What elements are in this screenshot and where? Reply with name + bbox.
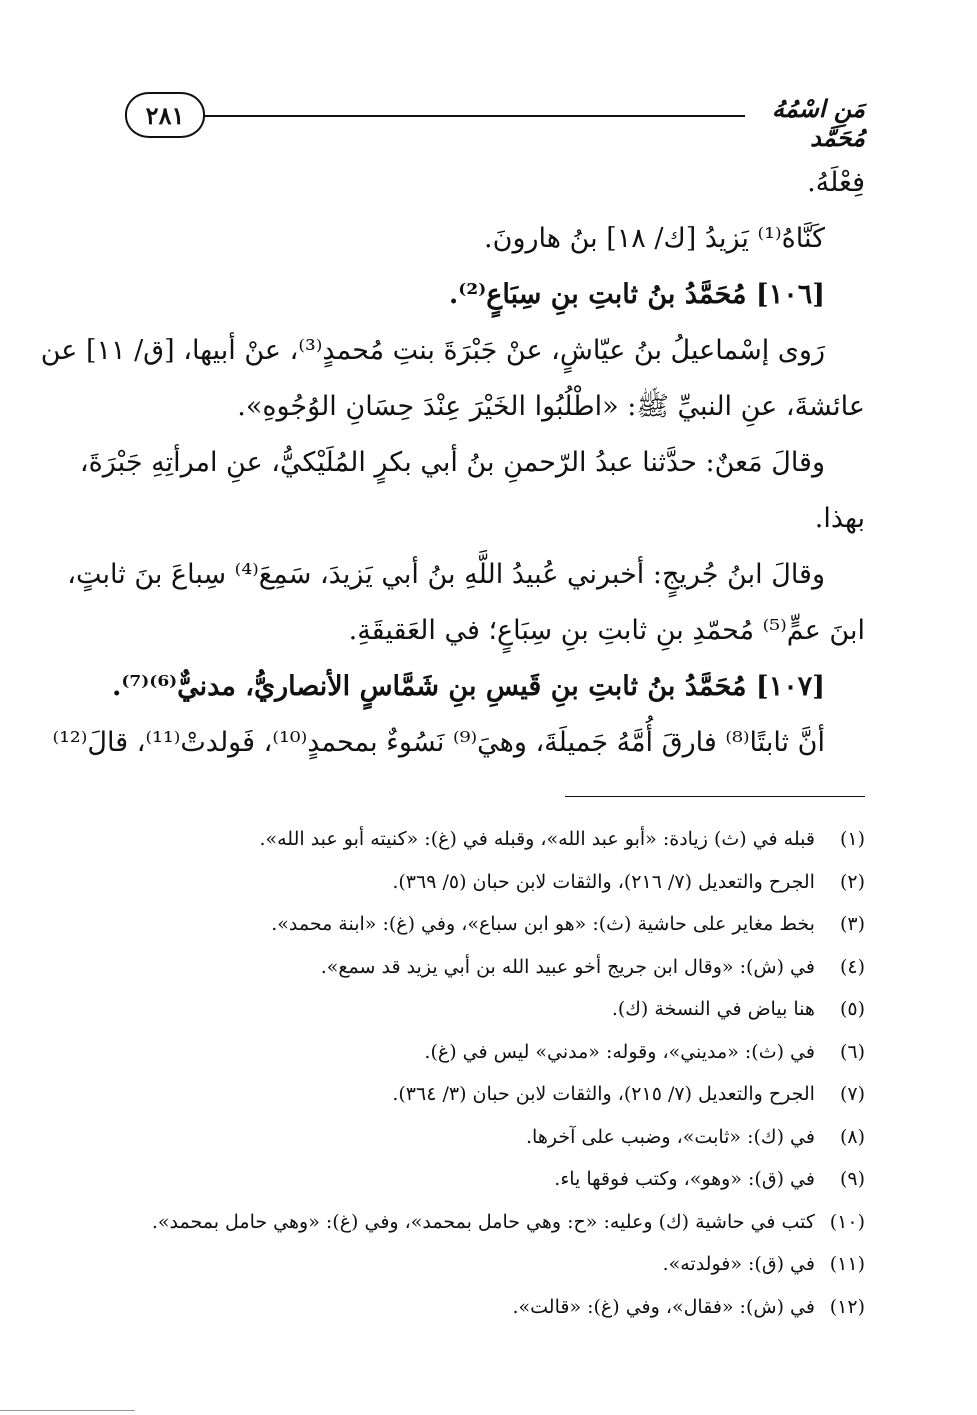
text-line: عائشةَ، عنِ النبيِّ ﷺ: «اطْلُبُوا الخَيْرَ عِنْدَ حِسَانِ الوُجُوهِ». [237, 391, 865, 422]
main-text [40, 155, 865, 771]
footnote-text: بخط مغاير على حاشية (ث): «هو ابن سباع»، وفي (غ): «ابنة محمد». [271, 913, 815, 935]
footnote-text: في (ث): «مديني»، وقوله: «مدني» ليس في (غ). [424, 1040, 815, 1063]
entry-heading-106: [١٠٦] مُحَمَّدُ بنُ ثابتِ بنِ سِبَاعٍ⁽²⁾. [448, 279, 825, 310]
footnote-separator [565, 796, 865, 797]
text-line: وقالَ مَعنٌ: حدَّثنا عبدُ الرّحمنِ بنُ أبي بكرٍ المُلَيْكيُّ، عنِ امرأتِهِ جَبْرَةَ، [79, 447, 825, 478]
footnote-text: في (ق): «فولدته». [662, 1253, 815, 1275]
entry-heading-107: [١٠٧] مُحَمَّدُ بنُ ثابتِ بنِ قَيسِ بنِ شَمَّاسٍ الأنصاريُّ، مدنيٌّ⁽⁶⁾⁽⁷⁾. [111, 671, 825, 702]
running-title: مَنِ اسْمُهُ مُحَمَّد [772, 94, 865, 152]
footnote-text: في (ش): «وقال ابن جريج أخو عبيد الله بن أبي يزيد قد سمع». [320, 955, 815, 978]
footnote [125, 1116, 865, 1159]
text-line: وقالَ ابنُ جُريجٍ: أخبرني عُبيدُ اللَّهِ بنُ أبي يَزيدَ، سَمِعَ⁽⁴⁾ سِباعَ بنَ ثابتٍ، [67, 559, 825, 590]
footnote-number: (٩) [839, 1168, 865, 1190]
footnote-number: (٥) [839, 998, 865, 1020]
text-line: بهذا. [814, 503, 865, 534]
footnotes [125, 818, 865, 1328]
footnote-number: (٢) [839, 870, 865, 893]
footnote-text: في (ق): «وهو»، وكتب فوقها ياء. [554, 1168, 815, 1190]
footnote [125, 1158, 865, 1201]
footnote [125, 1073, 865, 1116]
footnote-text: كتب في حاشية (ك) وعليه: «ح: وهي حامل بمحمد»، وفي (غ): «وهي حامل بمحمد». [151, 1210, 815, 1233]
footnote [125, 1031, 865, 1074]
footnote [125, 903, 865, 946]
text-line: كَنَّاهُ⁽¹⁾ يَزيدُ [ك/ ١٨] بنُ هارونَ. [484, 223, 825, 254]
footnote [125, 1201, 865, 1244]
text-line: ابنَ عمٍّ⁽⁵⁾ مُحمّدِ بنِ ثابتِ بنِ سِبَاعٍ؛ في العَقيقَةِ. [348, 615, 865, 646]
footnote-number: (٦) [839, 1040, 865, 1063]
footnote-number: (٤) [839, 955, 865, 978]
text-line: فِعْلَهُ. [807, 167, 865, 198]
footnote-text: قبله في (ث) زيادة: «أبو عبد الله»، وقبله في (غ): «كنيته أبو عبد الله». [259, 828, 815, 850]
footnote [125, 946, 865, 989]
footnote-text: الجرح والتعديل (٧/ ٢١٦)، والثقات لابن حبان (٥/ ٣٦٩). [392, 870, 815, 893]
footnote [125, 1243, 865, 1286]
text-line: رَوى إسْماعيلُ بنُ عيّاشٍ، عنْ جَبْرَةَ بنتِ مُحمدٍ⁽³⁾، عنْ أبيها، [ق/ ١١] عن [40, 335, 825, 366]
footnote-number: (١) [839, 828, 865, 850]
footnote-text: في (ك): «ثابت»، وضبب على آخرها. [526, 1125, 815, 1148]
footnote-number: (٣) [839, 913, 865, 935]
footnote-text: هنا بياض في النسخة (ك). [611, 998, 815, 1020]
footnote [125, 1286, 865, 1329]
footnote-number: (١١) [829, 1253, 865, 1275]
text-line: أنَّ ثابتًا⁽⁸⁾ فارقَ أُمَّهُ جَميلَةَ، وهيَ⁽⁹⁾ نَسُوءٌ بمحمدٍ⁽¹⁰⁾، فَولدتْ⁽¹¹⁾، قالَ⁽¹²⁾ [52, 727, 825, 758]
scan-edge-line [0, 1410, 135, 1411]
footnote [125, 818, 865, 861]
footnote-number: (٨) [839, 1125, 865, 1148]
footnote [125, 988, 865, 1031]
header-rule [205, 115, 745, 117]
footnote-text: في (ش): «فقال»، وفي (غ): «قالت». [512, 1295, 815, 1318]
page-number: ٢٨١ [125, 92, 205, 138]
footnote [125, 861, 865, 904]
footnote-number: (١٠) [829, 1210, 865, 1233]
footnote-text: الجرح والتعديل (٧/ ٢١٥)، والثقات لابن حبان (٣/ ٣٦٤). [392, 1083, 815, 1105]
footnote-number: (١٢) [829, 1295, 865, 1318]
footnote-number: (٧) [839, 1083, 865, 1105]
page-header [125, 92, 865, 152]
